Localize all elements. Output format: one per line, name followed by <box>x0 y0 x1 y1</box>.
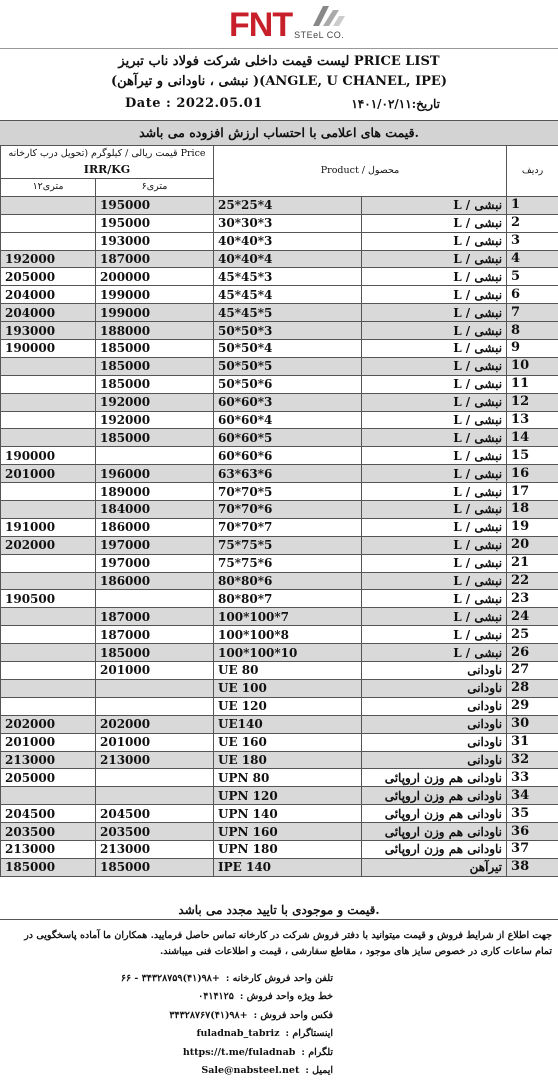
size-cell: 60*60*4 <box>214 411 362 429</box>
price-12m-cell <box>1 483 96 501</box>
row-index-cell: 20 <box>507 536 558 554</box>
size-cell: UE 160 <box>214 733 362 751</box>
size-cell: UE 80 <box>214 662 362 680</box>
size-cell: 100*100*7 <box>214 608 362 626</box>
price-12m-cell <box>1 429 96 447</box>
row-index-cell: 14 <box>507 429 558 447</box>
price-12m-cell: 191000 <box>1 518 96 536</box>
row-index-cell: 25 <box>507 626 558 644</box>
product-name-cell: نبشی / L <box>362 536 507 554</box>
contact-label: فکس واحد فروش : <box>253 1009 333 1021</box>
product-name-cell: نبشی / L <box>362 232 507 250</box>
size-cell: UE 100 <box>214 679 362 697</box>
product-name-cell: نبشی / L <box>362 214 507 232</box>
table-row <box>1 536 558 554</box>
size-cell: 60*60*3 <box>214 393 362 411</box>
table-row <box>1 590 558 608</box>
document-header <box>0 0 558 120</box>
table-row <box>1 733 558 751</box>
contact-row <box>33 988 333 1006</box>
size-cell: 45*45*5 <box>214 304 362 322</box>
table-row <box>1 286 558 304</box>
size-cell: UE 120 <box>214 697 362 715</box>
price-6m-cell: 185000 <box>96 858 214 876</box>
contact-value[interactable]: Sale@nabsteel.net <box>201 1064 300 1076</box>
table-row <box>1 501 558 519</box>
contact-label: خط ویژه واحد فروش : <box>239 991 333 1003</box>
product-name-cell: ناودانی هم وزن اروپائی <box>362 769 507 787</box>
price-6m-cell: 189000 <box>96 483 214 501</box>
stock-note-banner: قیمت و موجودی با تایید مجدد می باشد. <box>0 901 558 920</box>
price-6m-cell <box>96 787 214 805</box>
size-cell: 80*80*7 <box>214 590 362 608</box>
table-row <box>1 196 558 214</box>
size-cell: UE140 <box>214 715 362 733</box>
row-index-cell: 31 <box>507 733 558 751</box>
contact-label: تلفن واحد فروش کارخانه : <box>225 973 333 984</box>
table-row <box>1 483 558 501</box>
price-6m-cell: 186000 <box>96 572 214 590</box>
table-row <box>1 608 558 626</box>
product-name-cell: ناودانی هم وزن اروپائی <box>362 787 507 805</box>
table-row <box>1 518 558 536</box>
size-cell: 50*50*6 <box>214 375 362 393</box>
price-12m-cell <box>1 608 96 626</box>
price-12m-cell: 201000 <box>1 733 96 751</box>
price-12m-cell: 193000 <box>1 322 96 340</box>
price-12m-cell: 190000 <box>1 340 96 358</box>
size-cell: 50*50*4 <box>214 340 362 358</box>
table-row <box>1 697 558 715</box>
product-name-cell: نبشی / L <box>362 322 507 340</box>
table-row <box>1 554 558 572</box>
row-index-cell: 18 <box>507 501 558 519</box>
product-name-cell: نبشی / L <box>362 572 507 590</box>
product-name-cell: ناودانی <box>362 662 507 680</box>
table-row <box>1 411 558 429</box>
size-cell: 50*50*3 <box>214 322 362 340</box>
row-index-cell: 28 <box>507 679 558 697</box>
row-index-cell: 11 <box>507 375 558 393</box>
table-row <box>1 357 558 375</box>
row-index-cell: 22 <box>507 572 558 590</box>
row-index-cell: 5 <box>507 268 558 286</box>
price-6m-cell: 204500 <box>96 805 214 823</box>
product-name-cell: نبشی / L <box>362 375 507 393</box>
row-index-cell: 34 <box>507 787 558 805</box>
row-index-cell: 36 <box>507 823 558 841</box>
size-cell: UPN 140 <box>214 805 362 823</box>
row-index-cell: 1 <box>507 196 558 214</box>
vat-note-banner: قیمت های اعلامی با احتساب ارزش افزوده می باشد. <box>0 120 558 146</box>
price-12m-cell: 185000 <box>1 858 96 876</box>
price-6m-cell: 193000 <box>96 232 214 250</box>
size-cell: 80*80*6 <box>214 572 362 590</box>
price-6m-cell: 192000 <box>96 411 214 429</box>
size-cell: 100*100*10 <box>214 644 362 662</box>
row-index-cell: 19 <box>507 518 558 536</box>
company-logo <box>229 8 344 42</box>
contact-row <box>33 1062 333 1080</box>
table-row <box>1 679 558 697</box>
price-6m-cell <box>96 679 214 697</box>
title-line-2: (نبشی ، ناودانی و تیرآهن )(ANGLE, U CHANEL, IPE) <box>111 74 447 89</box>
price-12m-cell: 213000 <box>1 840 96 858</box>
price-6m-cell: 201000 <box>96 733 214 751</box>
price-12m-cell: 190500 <box>1 590 96 608</box>
table-row <box>1 304 558 322</box>
date-latin: Date : 2022.05.01 <box>125 96 263 111</box>
price-12m-cell: 204000 <box>1 286 96 304</box>
price-12m-cell: 204000 <box>1 304 96 322</box>
product-name-cell: نبشی / L <box>362 286 507 304</box>
row-index-cell: 32 <box>507 751 558 769</box>
price-6m-cell: 197000 <box>96 554 214 572</box>
table-row <box>1 662 558 680</box>
product-name-cell: ناودانی هم وزن اروپائی <box>362 840 507 858</box>
product-name-cell: نبشی / L <box>362 268 507 286</box>
table-row <box>1 787 558 805</box>
product-name-cell: نبشی / L <box>362 340 507 358</box>
product-name-cell: نبشی / L <box>362 590 507 608</box>
price-12m-cell: 202000 <box>1 715 96 733</box>
row-index-cell: 35 <box>507 805 558 823</box>
price-6m-cell: 195000 <box>96 214 214 232</box>
price-12m-cell <box>1 411 96 429</box>
product-name-cell: نبشی / L <box>362 304 507 322</box>
product-name-cell: نبشی / L <box>362 357 507 375</box>
size-cell: 60*60*6 <box>214 447 362 465</box>
contact-value: ۰۴۱۴۱۲۵ <box>198 991 234 1003</box>
product-name-cell: نبشی / L <box>362 393 507 411</box>
product-name-cell: ناودانی هم وزن اروپائی <box>362 823 507 841</box>
size-cell: 30*30*3 <box>214 214 362 232</box>
row-index-cell: 13 <box>507 411 558 429</box>
size-cell: UPN 80 <box>214 769 362 787</box>
logo-mark-icon <box>309 4 347 28</box>
product-name-cell: نبشی / L <box>362 411 507 429</box>
price-12m-cell: 205000 <box>1 268 96 286</box>
product-name-cell: ناودانی <box>362 751 507 769</box>
size-cell: UE 180 <box>214 751 362 769</box>
price-6m-cell: 213000 <box>96 840 214 858</box>
product-name-cell: نبشی / L <box>362 644 507 662</box>
table-row <box>1 823 558 841</box>
price-6m-cell: 188000 <box>96 322 214 340</box>
table-row <box>1 626 558 644</box>
product-name-cell: ناودانی <box>362 697 507 715</box>
row-index-cell: 2 <box>507 214 558 232</box>
product-name-cell: نبشی / L <box>362 554 507 572</box>
price-12m-cell <box>1 393 96 411</box>
table-row <box>1 393 558 411</box>
price-12m-cell <box>1 375 96 393</box>
size-cell: UPN 180 <box>214 840 362 858</box>
row-index-cell: 29 <box>507 697 558 715</box>
table-row <box>1 232 558 250</box>
product-name-cell: تیرآهن <box>362 858 507 876</box>
price-12m-cell: 204500 <box>1 805 96 823</box>
index-header: ردیف <box>507 146 558 197</box>
product-name-cell: نبشی / L <box>362 429 507 447</box>
size-cell: 25*25*4 <box>214 196 362 214</box>
table-row <box>1 268 558 286</box>
table-header-row-1 <box>1 146 558 179</box>
row-index-cell: 16 <box>507 465 558 483</box>
col-6m-header: ۶متری <box>96 179 214 197</box>
logo-text: FNT <box>229 6 293 44</box>
price-6m-cell: 200000 <box>96 268 214 286</box>
price-table <box>0 145 558 877</box>
price-12m-cell <box>1 214 96 232</box>
row-index-cell: 24 <box>507 608 558 626</box>
table-row <box>1 447 558 465</box>
price-6m-cell: 187000 <box>96 608 214 626</box>
row-index-cell: 30 <box>507 715 558 733</box>
size-cell: 45*45*3 <box>214 268 362 286</box>
price-6m-cell: 187000 <box>96 250 214 268</box>
table-row <box>1 858 558 876</box>
price-6m-cell: 195000 <box>96 196 214 214</box>
price-6m-cell <box>96 697 214 715</box>
product-name-cell: ناودانی <box>362 679 507 697</box>
size-cell: 70*70*6 <box>214 501 362 519</box>
contact-row <box>33 1007 333 1025</box>
price-6m-cell <box>96 769 214 787</box>
row-index-cell: 7 <box>507 304 558 322</box>
table-row <box>1 840 558 858</box>
price-6m-cell: 185000 <box>96 340 214 358</box>
sales-info-text: جهت اطلاع از شرایط فروش و قیمت میتوانید با دفتر فروش شرکت در کارخانه تماس حاصل فرمایید. همکاران ما آماده پاسخگویی در تمام ساعات کاری در خصوص سایز های موجود ، مقاطع سفارشی ، قیمت و اطلاعات فنی میباشند. <box>24 930 552 957</box>
contact-value[interactable]: https://t.me/fuladnab <box>182 1046 296 1058</box>
table-row <box>1 429 558 447</box>
size-cell: 40*40*4 <box>214 250 362 268</box>
contact-row <box>33 1044 333 1062</box>
price-6m-cell: 197000 <box>96 536 214 554</box>
price-12m-cell: 201000 <box>1 465 96 483</box>
row-index-cell: 38 <box>507 858 558 876</box>
table-row <box>1 572 558 590</box>
price-12m-cell <box>1 232 96 250</box>
contact-row <box>33 1025 333 1043</box>
product-name-cell: نبشی / L <box>362 250 507 268</box>
price-12m-cell: 190000 <box>1 447 96 465</box>
row-index-cell: 4 <box>507 250 558 268</box>
contact-value: ۶۶ - ۳۴۳۲۸۷۵۹(۴۱)۹۸+ <box>120 973 220 984</box>
price-6m-cell: 203500 <box>96 823 214 841</box>
date-persian: تاریخ:۱۴۰۱/۰۲/۱۱ <box>351 97 440 111</box>
price-12m-cell: 205000 <box>1 769 96 787</box>
price-12m-cell <box>1 501 96 519</box>
size-cell: UPN 160 <box>214 823 362 841</box>
price-6m-cell: 184000 <box>96 501 214 519</box>
row-index-cell: 33 <box>507 769 558 787</box>
row-index-cell: 37 <box>507 840 558 858</box>
price-12m-cell <box>1 644 96 662</box>
table-row <box>1 805 558 823</box>
price-12m-cell: 202000 <box>1 536 96 554</box>
price-6m-cell: 192000 <box>96 393 214 411</box>
price-6m-cell: 201000 <box>96 662 214 680</box>
table-row <box>1 250 558 268</box>
contact-label: اینستاگرام : <box>285 1028 333 1040</box>
product-name-cell: نبشی / L <box>362 483 507 501</box>
price-6m-cell <box>96 447 214 465</box>
product-name-cell: ناودانی هم وزن اروپائی <box>362 805 507 823</box>
row-index-cell: 12 <box>507 393 558 411</box>
size-cell: UPN 120 <box>214 787 362 805</box>
price-12m-cell <box>1 679 96 697</box>
row-index-cell: 10 <box>507 357 558 375</box>
row-index-cell: 3 <box>507 232 558 250</box>
price-12m-cell <box>1 554 96 572</box>
product-name-cell: ناودانی <box>362 733 507 751</box>
size-cell: 63*63*6 <box>214 465 362 483</box>
product-name-cell: نبشی / L <box>362 196 507 214</box>
table-row <box>1 375 558 393</box>
contact-value: ۳۴۳۲۸۷۶۷(۴۱)۹۸+ <box>169 1009 248 1021</box>
price-12m-cell <box>1 357 96 375</box>
price-12m-cell <box>1 787 96 805</box>
price-6m-cell: 187000 <box>96 626 214 644</box>
row-index-cell: 17 <box>507 483 558 501</box>
price-6m-cell: 196000 <box>96 465 214 483</box>
price-6m-cell: 199000 <box>96 304 214 322</box>
price-6m-cell: 185000 <box>96 375 214 393</box>
size-cell: 100*100*8 <box>214 626 362 644</box>
size-cell: 75*75*5 <box>214 536 362 554</box>
size-cell: 50*50*5 <box>214 357 362 375</box>
size-cell: 70*70*5 <box>214 483 362 501</box>
row-index-cell: 26 <box>507 644 558 662</box>
col-12m-header: ۱۲متری <box>1 179 96 197</box>
product-header: Product / محصول <box>214 146 507 197</box>
price-unit-text: IRR/KG <box>83 163 131 176</box>
header-divider <box>0 48 558 49</box>
table-row <box>1 644 558 662</box>
row-index-cell: 8 <box>507 322 558 340</box>
product-name-cell: نبشی / L <box>362 626 507 644</box>
contact-list <box>33 970 333 1080</box>
table-row <box>1 214 558 232</box>
price-12m-cell <box>1 572 96 590</box>
price-6m-cell <box>96 590 214 608</box>
row-index-cell: 15 <box>507 447 558 465</box>
price-6m-cell: 186000 <box>96 518 214 536</box>
price-12m-cell <box>1 196 96 214</box>
price-6m-cell: 185000 <box>96 644 214 662</box>
size-cell: 60*60*5 <box>214 429 362 447</box>
size-cell: 75*75*6 <box>214 554 362 572</box>
contact-label: تلگرام : <box>301 1046 333 1058</box>
row-index-cell: 6 <box>507 286 558 304</box>
price-6m-cell: 202000 <box>96 715 214 733</box>
product-name-cell: نبشی / L <box>362 518 507 536</box>
table-row <box>1 769 558 787</box>
table-row <box>1 751 558 769</box>
price-12m-cell <box>1 662 96 680</box>
table-row <box>1 465 558 483</box>
price-6m-cell: 199000 <box>96 286 214 304</box>
price-header-text: قیمت ریالی / کیلوگرم (تحویل درب کارخانه Price <box>8 148 206 159</box>
price-12m-cell: 203500 <box>1 823 96 841</box>
size-cell: IPE 140 <box>214 858 362 876</box>
product-name-cell: نبشی / L <box>362 465 507 483</box>
row-index-cell: 27 <box>507 662 558 680</box>
size-cell: 45*45*4 <box>214 286 362 304</box>
table-row <box>1 715 558 733</box>
price-12m-cell <box>1 626 96 644</box>
price-6m-cell: 185000 <box>96 357 214 375</box>
contact-value[interactable]: fuladnab_tabriz <box>196 1028 280 1040</box>
table-row <box>1 322 558 340</box>
product-name-cell: نبشی / L <box>362 501 507 519</box>
footer-info <box>0 924 558 1076</box>
contact-row <box>33 970 333 988</box>
product-name-cell: نبشی / L <box>362 608 507 626</box>
price-12m-cell: 192000 <box>1 250 96 268</box>
table-row <box>1 340 558 358</box>
row-index-cell: 23 <box>507 590 558 608</box>
price-6m-cell: 213000 <box>96 751 214 769</box>
price-6m-cell: 185000 <box>96 429 214 447</box>
row-index-cell: 21 <box>507 554 558 572</box>
contact-label: ایمیل : <box>305 1064 333 1076</box>
price-header <box>1 146 214 179</box>
product-name-cell: ناودانی <box>362 715 507 733</box>
product-name-cell: نبشی / L <box>362 447 507 465</box>
title-line-1: لیست قیمت داخلی شرکت فولاد ناب تبریز PRICE LIST <box>118 54 440 69</box>
price-12m-cell <box>1 697 96 715</box>
row-index-cell: 9 <box>507 340 558 358</box>
logo-subtext: STEeL CO. <box>294 30 345 40</box>
size-cell: 70*70*7 <box>214 518 362 536</box>
size-cell: 40*40*3 <box>214 232 362 250</box>
price-12m-cell: 213000 <box>1 751 96 769</box>
